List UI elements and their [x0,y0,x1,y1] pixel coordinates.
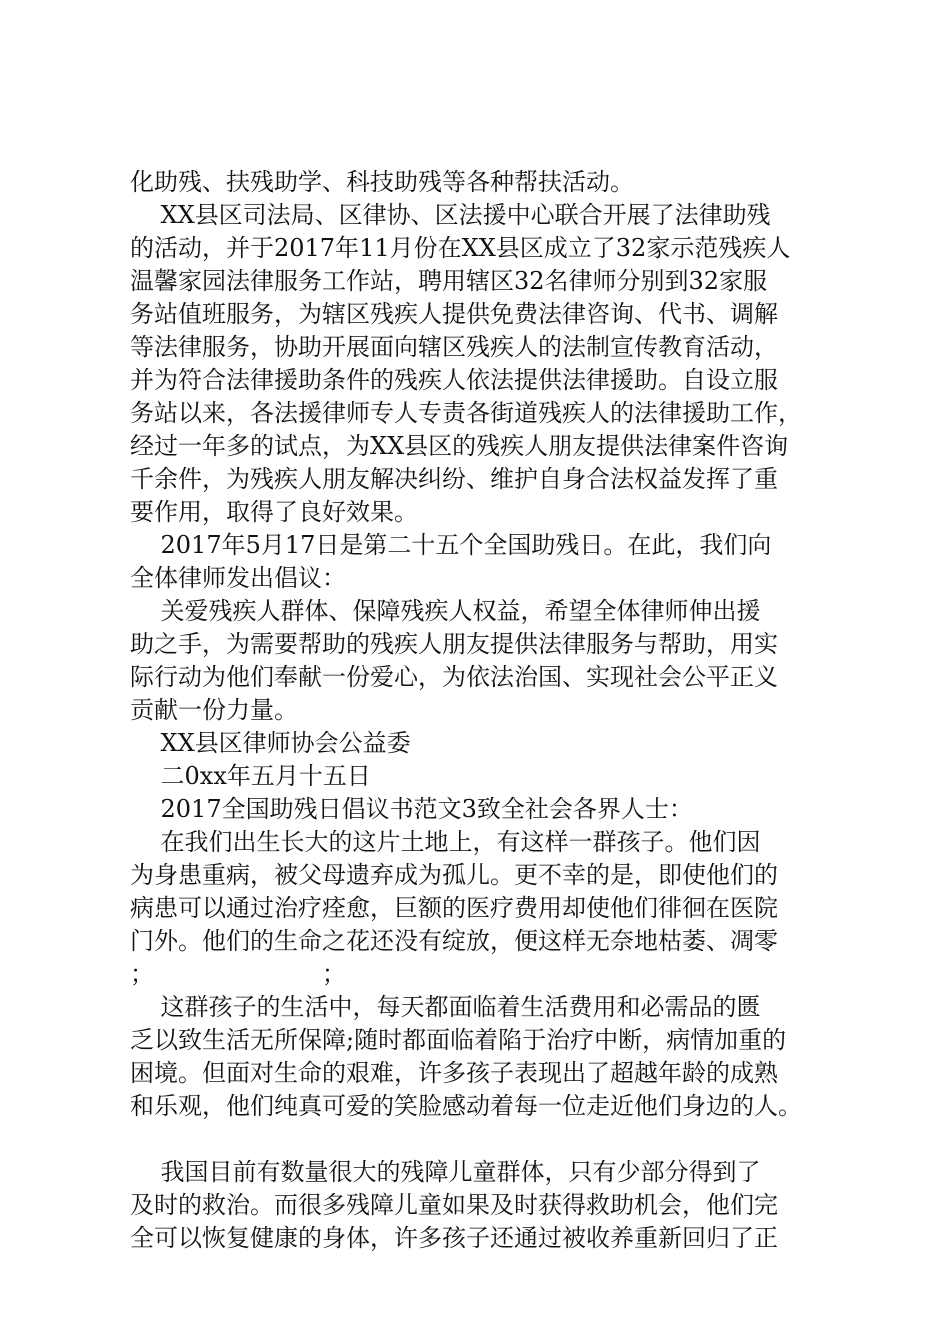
text-line: 为身患重病，被父母遗弃成为孤儿。更不幸的是，即使他们的 [130,861,778,889]
text-line: 全可以恢复健康的身体，许多孩子还通过被收养重新回归了正 [130,1224,778,1252]
text-line: 全体律师发出倡议： [130,564,346,592]
text-line: 在我们出生长大的这片土地上，有这样一群孩子。他们因 [130,828,761,856]
text-line: 要作用，取得了良好效果。 [130,498,418,526]
text-line: 并为符合法律援助条件的残疾人依法提供法律援助。自设立服 [130,366,778,394]
text-line: 际行动为他们奉献一份爱心，为依法治国、实现社会公平正义 [130,663,778,691]
blank-line [130,1123,850,1156]
text-line: 和乐观，他们纯真可爱的笑脸感动着每一位走近他们身边的人。 [130,1092,802,1120]
text-line: 门外。他们的生命之花还没有绽放，便这样无奈地枯萎、凋零 [130,927,778,955]
section-heading: 2017全国助残日倡议书范文3致全社会各界人士： [130,795,693,823]
text-line: 我国目前有数量很大的残障儿童群体，只有少部分得到了 [130,1158,761,1186]
text-line: 乏以致生活无所保障;随时都面临着陷于治疗中断，病情加重的 [130,1026,787,1054]
text-line: XX县区司法局、区律协、区法援中心联合开展了法律助残 [130,201,771,229]
text-line: 化助残、扶残助学、科技助残等各种帮扶活动。 [130,168,634,196]
text-line: ； ； [130,960,346,988]
text-line: 关爱残疾人群体、保障残疾人权益，希望全体律师伸出援 [130,597,761,625]
signature-org: XX县区律师协会公益委 [130,729,411,757]
text-line: 病患可以通过治疗痊愈，巨额的医疗费用却使他们徘徊在医院 [130,894,778,922]
document-body [130,166,850,1255]
text-line: 助之手，为需要帮助的残疾人朋友提供法律服务与帮助，用实 [130,630,778,658]
text-line: 等法律服务，协助开展面向辖区残疾人的法制宣传教育活动， [130,333,778,361]
text-line: 温馨家园法律服务工作站，聘用辖区32名律师分别到32家服 [130,267,768,295]
text-line: 的活动，并于2017年11月份在XX县区成立了32家示范残疾人 [130,234,791,262]
text-line: 务站以来，各法援律师专人专责各街道残疾人的法律援助工作， [130,399,802,427]
text-line: 及时的救治。而很多残障儿童如果及时获得救助机会，他们完 [130,1191,778,1219]
text-line: 经过一年多的试点，为XX县区的残疾人朋友提供法律案件咨询 [130,432,789,460]
text-line: 务站值班服务，为辖区残疾人提供免费法律咨询、代书、调解 [130,300,778,328]
text-line: 千余件，为残疾人朋友解决纠纷、维护自身合法权益发挥了重 [130,465,778,493]
text-line: 贡献一份力量。 [130,696,298,724]
text-line: 2017年5月17日是第二十五个全国助残日。在此，我们向 [130,531,772,559]
signature-date: 二0xx年五月十五日 [130,762,371,790]
text-line: 这群孩子的生活中，每天都面临着生活费用和必需品的匮 [130,993,761,1021]
text-line: 困境。但面对生命的艰难，许多孩子表现出了超越年龄的成熟 [130,1059,778,1087]
